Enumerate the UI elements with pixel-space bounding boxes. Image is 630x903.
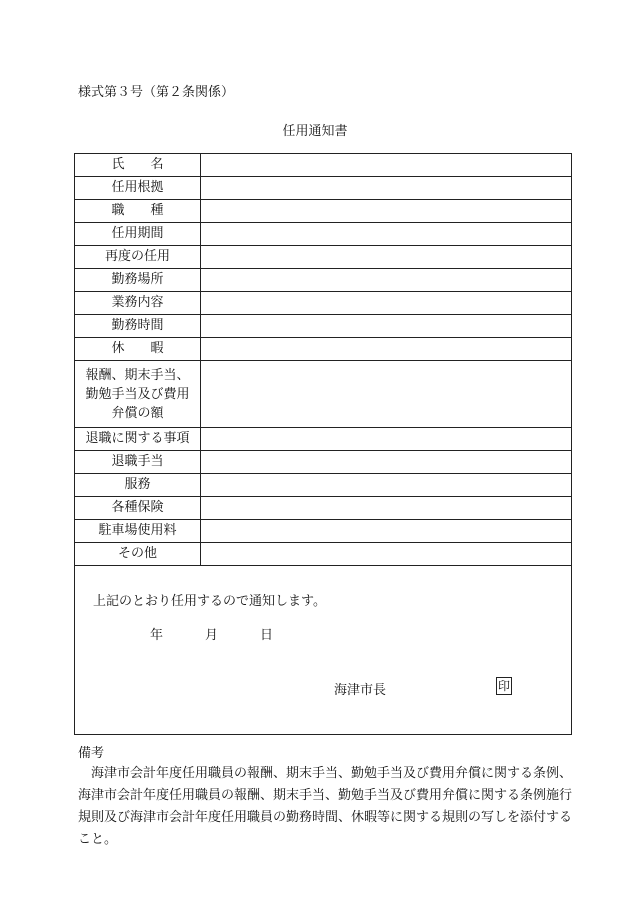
notice-cell [75,566,572,735]
row-label: 休 暇 [75,338,201,361]
date-year-label: 年 [150,628,164,643]
row-label: 職 種 [75,200,201,223]
table-row [75,177,572,200]
table-row [75,292,572,315]
appointment-table [74,153,572,735]
row-value[interactable] [201,269,572,292]
row-value[interactable] [201,292,572,315]
row-label: 任用期間 [75,223,201,246]
row-label: 駐車場使用料 [75,520,201,543]
row-label: 勤務場所 [75,269,201,292]
row-value[interactable] [201,315,572,338]
notice-text: 上記のとおり任用するので通知します。 [93,594,326,609]
table-row [75,451,572,474]
mayor-title: 海津市長 [334,683,387,698]
row-label-line: 弁償の額 [111,405,164,421]
row-label: 退職に関する事項 [75,428,201,451]
row-label-line: 勤勉手当及び費用 [85,386,190,402]
table-row [75,474,572,497]
row-label: その他 [75,543,201,566]
row-value[interactable] [201,246,572,269]
row-value[interactable] [201,338,572,361]
table-row [75,154,572,177]
row-value[interactable] [201,200,572,223]
row-label: 退職手当 [75,451,201,474]
table-row [75,428,572,451]
date-month-label: 月 [205,628,219,643]
row-label: 業務内容 [75,292,201,315]
table-row [75,315,572,338]
row-label: 各種保険 [75,497,201,520]
row-value[interactable] [201,428,572,451]
date-day-label: 日 [260,628,274,643]
form-number: 様式第３号（第２条関係） [78,85,235,100]
row-value[interactable] [201,451,572,474]
row-label: 服務 [75,474,201,497]
table-row [75,497,572,520]
row-label: 再度の任用 [75,246,201,269]
row-label [75,361,201,428]
row-value[interactable] [201,154,572,177]
row-value[interactable] [201,361,572,428]
document-title: 任用通知書 [282,124,348,139]
table-row [75,520,572,543]
row-value[interactable] [201,520,572,543]
table-row [75,269,572,292]
row-label-line: 報酬、期末手当、 [85,367,190,383]
table-row [75,338,572,361]
row-label: 任用根拠 [75,177,201,200]
table-row [75,543,572,566]
row-value[interactable] [201,177,572,200]
table-row [75,223,572,246]
seal-mark: 印 [498,679,511,693]
row-value[interactable] [201,474,572,497]
row-value[interactable] [201,223,572,246]
remarks-heading: 備考 [78,746,105,761]
notice-row [75,566,572,735]
table-row [75,246,572,269]
row-label: 氏 名 [75,154,201,177]
row-value[interactable] [201,543,572,566]
row-value[interactable] [201,497,572,520]
table-row [75,200,572,223]
remarks-body: 海津市会計年度任用職員の報酬、期末手当、勤勉手当及び費用弁償に関する条例、海津市会計年度任用職員の報酬、期末手当、勤勉手当及び費用弁償に関する条例施行規則及び海津市会計年度任用職員の勤務時間、休暇等に関する規則の写しを添付すること。 [78,766,573,847]
table-body [75,154,572,566]
table-row [75,361,572,428]
row-label: 勤務時間 [75,315,201,338]
